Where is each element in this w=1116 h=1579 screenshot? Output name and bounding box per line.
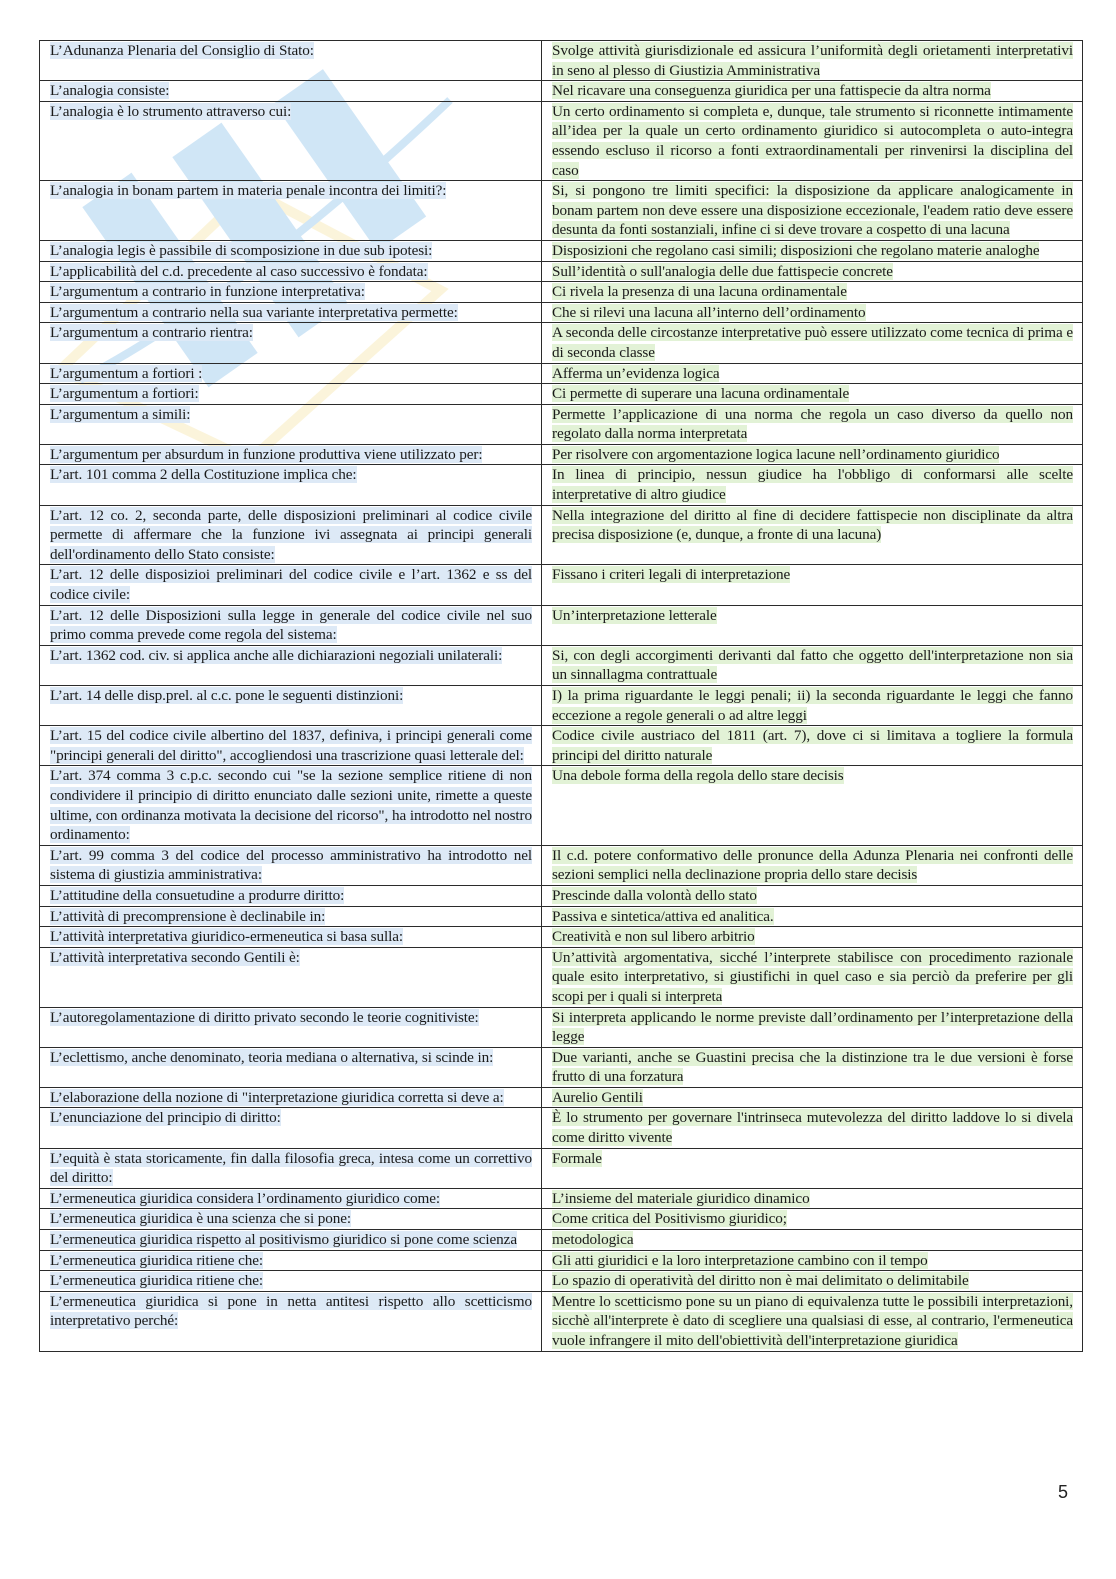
table-row (40, 384, 1083, 405)
answer-text: Codice civile austriaco del 1811 (art. 7), dove ci si limitava a togliere la formula principi del diritto naturale (552, 727, 1073, 764)
question-text: L’analogia in bonam partem in materia penale incontra dei limiti?: (50, 182, 447, 200)
answer-cell (542, 1007, 1083, 1047)
table-row (40, 1250, 1083, 1271)
answer-cell (542, 404, 1083, 444)
question-text: L’art. 99 comma 3 del codice del processo amministrativo ha introdotto nel sistema di giustizia amministrativa: (50, 846, 532, 884)
question-text: L’attività interpretativa secondo Gentili è: (50, 948, 300, 966)
question-cell (40, 444, 542, 465)
question-cell (40, 240, 542, 261)
question-text: L’Adunanza Plenaria del Consiglio di Stato: (50, 42, 314, 59)
table-row (40, 1007, 1083, 1047)
table-row (40, 81, 1083, 102)
table-row (40, 686, 1083, 726)
table-row (40, 906, 1083, 927)
question-cell (40, 363, 542, 384)
answer-cell (542, 505, 1083, 565)
table-row (40, 645, 1083, 685)
answer-text: Prescinde dalla volontà dello stato (552, 886, 757, 904)
answer-cell (542, 1209, 1083, 1230)
question-cell (40, 605, 542, 645)
question-text: L’argumentum a fortiori : (50, 364, 203, 382)
answer-text: L’insieme del materiale giuridico dinamico (552, 1189, 810, 1207)
question-cell (40, 261, 542, 282)
table-row (40, 240, 1083, 261)
question-cell (40, 1271, 542, 1292)
answer-text: I) la prima riguardante le leggi penali; ii) la seconda riguardante le leggi che fanno eccezione a regole generali o ad altre leggi (552, 687, 1073, 724)
table-row (40, 1108, 1083, 1148)
question-text: L’ermeneutica giuridica ritiene che: (50, 1272, 263, 1290)
answer-cell (542, 1108, 1083, 1148)
question-cell (40, 906, 542, 927)
question-cell (40, 1188, 542, 1209)
answer-cell (542, 766, 1083, 845)
question-cell (40, 1230, 542, 1251)
answer-cell (542, 1291, 1083, 1351)
table-row (40, 1188, 1083, 1209)
qa-table-body (40, 41, 1083, 1352)
question-text: L’argumentum a contrario rientra: (50, 324, 253, 342)
question-text: L’ermeneutica giuridica si pone in netta antitesi rispetto allo scetticismo interpretativo perché: (50, 1292, 532, 1330)
question-cell (40, 845, 542, 885)
question-cell (40, 465, 542, 505)
question-cell (40, 323, 542, 363)
table-row (40, 1209, 1083, 1230)
answer-text: metodologica (552, 1231, 634, 1249)
question-text: L’ermeneutica giuridica è una scienza che si pone: (50, 1210, 352, 1228)
question-text: L’analogia legis è passibile di scomposizione in due sub ipotesi: (50, 241, 433, 259)
question-text: L’analogia consiste: (50, 82, 170, 100)
answer-text: Permette l’applicazione di una norma che regola un caso diverso da quello non regolato dalla norma interpretata (552, 405, 1073, 443)
answer-cell (542, 81, 1083, 102)
table-row (40, 1230, 1083, 1251)
question-text: L’ermeneutica giuridica considera l’ordinamento giuridico come: (50, 1189, 440, 1207)
answer-text: Svolge attività giurisdizionale ed assicura l’uniformità degli orietamenti interpretativi in seno al plesso di Giustizia Amministrativa (552, 42, 1073, 79)
table-row (40, 505, 1083, 565)
answer-cell (542, 605, 1083, 645)
answer-text: Due varianti, anche se Guastini precisa che la distinzione tra le due versioni è forse frutto di una forzatura (552, 1048, 1073, 1086)
answer-cell (542, 1271, 1083, 1292)
answer-cell (542, 645, 1083, 685)
question-cell (40, 101, 542, 180)
answer-cell (542, 302, 1083, 323)
answer-text: Per risolvere con argomentazione logica lacune nell’ordinamento giuridico (552, 445, 1000, 463)
question-cell (40, 1209, 542, 1230)
question-cell (40, 1007, 542, 1047)
question-text: L’art. 12 co. 2, seconda parte, delle disposizioni preliminari al codice civile permette di affermare che la funzione ivi assegnata ai principi generali dell'ordinamento dello Stato consiste: (50, 506, 532, 563)
table-row (40, 41, 1083, 81)
answer-text: Un’interpretazione letterale (552, 606, 717, 624)
question-cell (40, 41, 542, 81)
answer-cell (542, 261, 1083, 282)
answer-text: Che si rilevi una lacuna all’interno dell’ordinamento (552, 303, 866, 321)
question-cell (40, 645, 542, 685)
question-text: L’elaborazione della nozione di "interpretazione giuridica corretta si deve a: (50, 1088, 504, 1106)
table-row (40, 605, 1083, 645)
answer-text: Ci permette di superare una lacuna ordinamentale (552, 385, 850, 403)
question-text: L’attitudine della consuetudine a produrre diritto: (50, 886, 345, 904)
table-row (40, 465, 1083, 505)
table-row (40, 101, 1083, 180)
table-row (40, 1271, 1083, 1292)
question-cell (40, 686, 542, 726)
answer-text: Aurelio Gentili (552, 1088, 643, 1106)
question-cell (40, 766, 542, 845)
answer-text: Formale (552, 1149, 602, 1167)
answer-cell (542, 1230, 1083, 1251)
answer-cell (542, 444, 1083, 465)
answer-text: Un certo ordinamento si completa e, dunque, tale strumento si riconnette intimamente all’idea per la quale un certo ordinamento giuridico si autocompleta o auto-integra essendo escluso il ricorso a fonti extraordinamentali per rinvenirsi la disciplina del caso (552, 102, 1073, 179)
question-cell (40, 947, 542, 1007)
answer-text: Ci rivela la presenza di una lacuna ordinamentale (552, 283, 847, 301)
answer-text: Disposizioni che regolano casi simili; disposizioni che regolano materie analoghe (552, 241, 1040, 259)
answer-cell (542, 1188, 1083, 1209)
answer-text: Una debole forma della regola dello stare decisis (552, 767, 844, 785)
answer-cell (542, 726, 1083, 766)
answer-text: Passiva e sintetica/attiva ed analitica. (552, 907, 774, 925)
answer-cell (542, 947, 1083, 1007)
question-cell (40, 81, 542, 102)
question-text: L’applicabilità del c.d. precedente al caso successivo è fondata: (50, 262, 428, 280)
answer-text: Nella integrazione del diritto al fine di decidere fattispecie non disciplinate da altra precisa disposizione (e, dunque, a fronte di una lacuna) (552, 506, 1073, 544)
question-text: L’art. 14 delle disp.prel. al c.c. pone le seguenti distinzioni: (50, 687, 404, 704)
answer-cell (542, 1148, 1083, 1188)
table-row (40, 947, 1083, 1007)
answer-text: Un’attività argomentativa, sicché l’interprete stabilisce con procedimento razionale quale esito interpretativo, si giustifichi in quel caso e sia perciò da preferire per gli scopi per i quali si interpreta (552, 948, 1073, 1005)
question-cell (40, 1087, 542, 1108)
table-row (40, 885, 1083, 906)
page-number: 5 (1057, 1482, 1068, 1502)
table-row (40, 302, 1083, 323)
table-row (40, 363, 1083, 384)
question-text: L’ermeneutica giuridica ritiene che: (50, 1251, 263, 1269)
table-row (40, 282, 1083, 303)
question-text: L’argumentum a simili: (50, 405, 191, 423)
answer-cell (542, 906, 1083, 927)
answer-text: Gli atti giuridici e la loro interpretazione cambino con il tempo (552, 1251, 928, 1269)
answer-text: Nel ricavare una conseguenza giuridica per una fattispecie da altra norma (552, 82, 991, 100)
question-text: L’attività interpretativa giuridico-ermeneutica si basa sulla: (50, 928, 403, 946)
table-row (40, 845, 1083, 885)
answer-cell (542, 1087, 1083, 1108)
question-cell (40, 404, 542, 444)
question-text: L’eclettismo, anche denominato, teoria mediana o alternativa, si scinde in: (50, 1048, 494, 1066)
answer-text: Lo spazio di operatività del diritto non è mai delimitato o delimitabile (552, 1272, 969, 1290)
table-row (40, 444, 1083, 465)
question-cell (40, 302, 542, 323)
answer-cell (542, 363, 1083, 384)
table-row (40, 1148, 1083, 1188)
question-text: L’autoregolamentazione di diritto privato secondo le teorie cognitiviste: (50, 1008, 479, 1026)
question-cell (40, 1047, 542, 1087)
question-text: L’art. 101 comma 2 della Costituzione implica che: (50, 466, 357, 484)
qa-table (39, 40, 1083, 1352)
answer-text: Sull’identità o sull'analogia delle due fattispecie concrete (552, 262, 893, 280)
question-text: L’equità è stata storicamente, fin dalla filosofia greca, intesa come un correttivo del diritto: (50, 1149, 532, 1187)
question-text: L’argumentum a fortiori: (50, 385, 199, 403)
answer-cell (542, 41, 1083, 81)
question-cell (40, 384, 542, 405)
question-cell (40, 505, 542, 565)
question-cell (40, 726, 542, 766)
answer-text: Afferma un’evidenza logica (552, 364, 720, 382)
table-row (40, 181, 1083, 241)
question-cell (40, 885, 542, 906)
table-row (40, 927, 1083, 948)
table-row (40, 323, 1083, 363)
table-row (40, 1087, 1083, 1108)
answer-text: È lo strumento per governare l'intrinseca mutevolezza del diritto laddove lo si divela come diritto vivente (552, 1109, 1073, 1147)
table-row (40, 404, 1083, 444)
question-cell (40, 927, 542, 948)
answer-text: Si, con degli accorgimenti derivanti dal fatto che oggetto dell'interpretazione non sia un sinnallagma contrattuale (552, 646, 1073, 684)
question-text: L’enunciazione del principio di diritto: (50, 1109, 281, 1127)
answer-text: Come critica del Positivismo giuridico; (552, 1210, 787, 1228)
table-row (40, 766, 1083, 845)
question-cell (40, 282, 542, 303)
question-text: L’analogia è lo strumento attraverso cui: (50, 102, 292, 120)
question-text: L’attività di precomprensione è declinabile in: (50, 907, 326, 925)
answer-cell (542, 384, 1083, 405)
table-row (40, 261, 1083, 282)
question-text: L’argumentum per absurdum in funzione produttiva viene utilizzato per: (50, 445, 483, 463)
table-row (40, 565, 1083, 605)
question-text: L’ermeneutica giuridica rispetto al positivismo giuridico si pone come scienza (50, 1231, 517, 1249)
question-text: L’art. 1362 cod. civ. si applica anche alle dichiarazioni negoziali unilaterali: (50, 646, 503, 664)
answer-text: In linea di principio, nessun giudice ha l'obbligo di conformarsi alle scelte interpretative di altro giudice (552, 466, 1073, 504)
answer-cell (542, 927, 1083, 948)
answer-cell (542, 181, 1083, 241)
answer-cell (542, 465, 1083, 505)
answer-text: Creatività e non sul libero arbitrio (552, 928, 755, 946)
question-text: L’art. 12 delle Disposizioni sulla legge in generale del codice civile nel suo primo comma prevede come regola del sistema: (50, 606, 532, 644)
answer-text: Si interpreta applicando le norme previste dall’ordinamento per l’interpretazione della legge (552, 1008, 1073, 1046)
answer-cell (542, 845, 1083, 885)
question-cell (40, 181, 542, 241)
answer-text: Mentre lo scetticismo pone su un piano di equivalenza tutte le possibili interpretazioni, sicchè all'interprete è dato di scegliere una qualsiasi di esse, al contrario, l'ermeneutica vuole infrangere il mito dell'obiettività dell'interpretazione giuridica (552, 1292, 1073, 1349)
answer-text: A seconda delle circostanze interpretative può essere utilizzato come tecnica di prima e di seconda classe (552, 324, 1073, 361)
question-text: L’argumentum a contrario in funzione interpretativa: (50, 283, 365, 301)
table-row (40, 1291, 1083, 1351)
answer-cell (542, 1250, 1083, 1271)
table-row (40, 726, 1083, 766)
answer-cell (542, 1047, 1083, 1087)
question-cell (40, 1250, 542, 1271)
question-cell (40, 1291, 542, 1351)
answer-cell (542, 323, 1083, 363)
answer-text: Il c.d. potere conformativo delle pronunce della Adunza Plenaria nei confronti delle sezioni semplici nella declinazione propria dello stare decisis (552, 846, 1073, 884)
question-cell (40, 565, 542, 605)
answer-cell (542, 565, 1083, 605)
answer-text: Si, si pongono tre limiti specifici: la disposizione da applicare analogicamente in bonam partem non deve essere una disposizione eccezionale, l'eadem ratio deve essere desunta da fonti sostanziali, infine ci si deve trovare a cospetto di una lacuna (552, 182, 1073, 239)
answer-cell (542, 101, 1083, 180)
question-text: L’art. 12 delle disposizioi preliminari del codice civile e l’art. 1362 e ss del codice civile: (50, 566, 532, 604)
answer-cell (542, 885, 1083, 906)
answer-text: Fissano i criteri legali di interpretazione (552, 566, 791, 584)
question-cell (40, 1108, 542, 1148)
question-text: L’art. 374 comma 3 c.p.c. secondo cui "se la sezione semplice ritiene di non condividere il principio di diritto enunciato dalle sezioni unite, rimette a queste ultime, con ordinanza motivata la decisione del ricorso", ha introdotto nel nostro ordinamento: (50, 767, 532, 844)
answer-cell (542, 282, 1083, 303)
question-text: L’art. 15 del codice civile albertino del 1837, definiva, i principi generali come "principi generali del diritto", accogliendosi una trascrizione quasi letterale del: (50, 727, 532, 764)
answer-cell (542, 686, 1083, 726)
table-row (40, 1047, 1083, 1087)
question-text: L’argumentum a contrario nella sua variante interpretativa permette: (50, 303, 458, 321)
answer-cell (542, 240, 1083, 261)
question-cell (40, 1148, 542, 1188)
